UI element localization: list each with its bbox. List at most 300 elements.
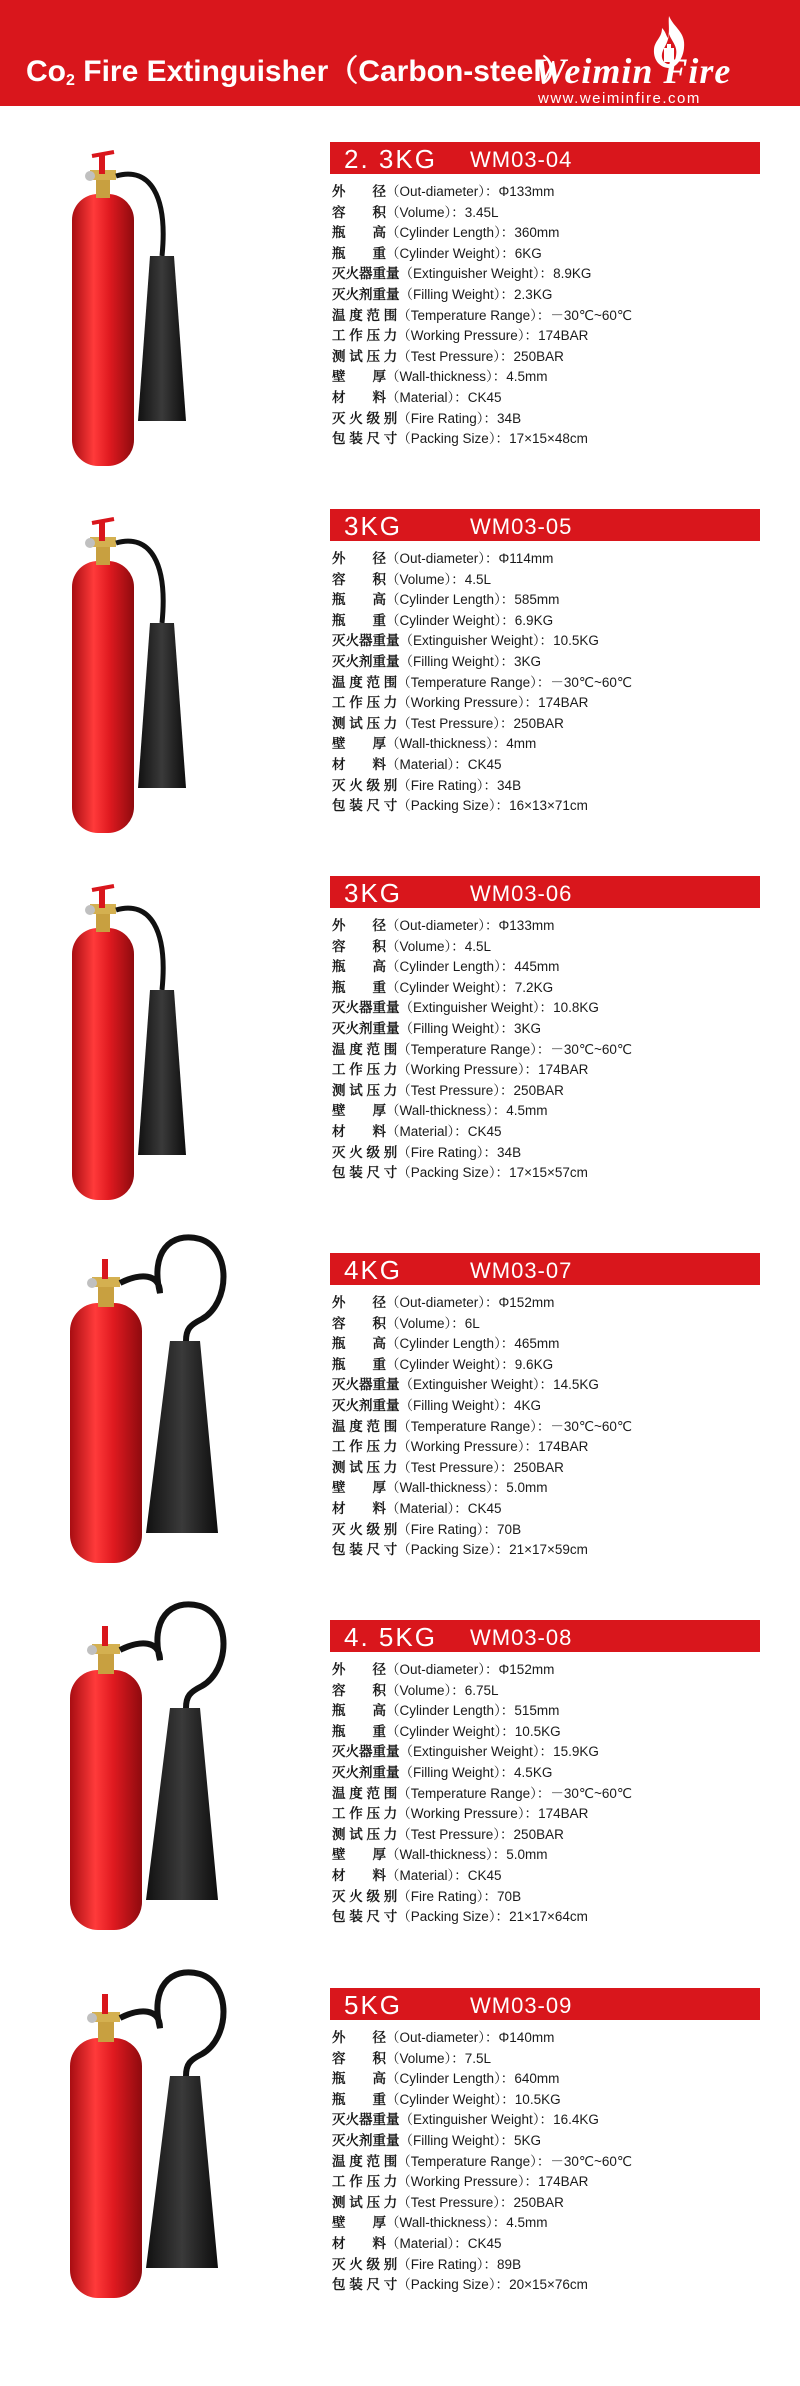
title-prefix: Co: [26, 55, 66, 88]
spec-label-cn: 灭 火 级 别: [332, 1521, 398, 1537]
spec-label-en: Volume: [399, 2050, 445, 2066]
spec-label-en: Temperature Range: [410, 1785, 531, 1801]
spec-value: 2.3KG: [514, 286, 553, 302]
spec-row: 材 料（Material）：CK45: [332, 756, 502, 772]
spec-value: 515mm: [514, 1703, 560, 1719]
extinguisher-image: [50, 870, 250, 1250]
spec-label-cn: 壁 厚: [332, 1480, 386, 1496]
spec-value: 16×13×71cm: [509, 798, 588, 814]
spec-label-cn: 外 径: [332, 1662, 386, 1677]
spec-row: 容 积（Volume）：6.75L: [332, 1682, 499, 1698]
spec-label-cn: 温 度 范 围: [332, 1418, 398, 1434]
spec-label-cn: 壁 厚: [332, 736, 386, 752]
spec-label-cn: 包 装 尺 寸: [332, 1542, 398, 1558]
spec-label-cn: 工 作 压 力: [332, 1439, 398, 1455]
spec-label-en: Packing Size: [410, 798, 489, 814]
extinguisher-image: [50, 503, 250, 883]
spec-label-cn: 壁 厚: [332, 2215, 386, 2231]
spec-label-en: Extinguisher Weight: [413, 633, 533, 649]
spec-value: 6.9KG: [514, 612, 554, 628]
spec-label-cn: 外 径: [332, 918, 386, 933]
spec-row: 灭 火 级 别（Fire Rating）：70B: [332, 1888, 522, 1904]
spec-value: CK45: [467, 1500, 502, 1516]
spec-label-en: Out-diameter: [399, 1662, 479, 1677]
spec-row: 测 试 压 力（Test Pressure）：250BAR: [332, 715, 564, 731]
spec-label-en: Test Pressure: [410, 1826, 494, 1842]
spec-value: 4.5KG: [514, 1764, 553, 1780]
spec-list: [332, 1660, 772, 1928]
spec-label-cn: 灭火剂重量: [332, 1397, 400, 1413]
spec-label-cn: 灭火器重量: [332, 633, 400, 649]
spec-label-en: Filling Weight: [413, 1764, 494, 1780]
spec-label-cn: 材 料: [332, 2235, 386, 2251]
spec-label-en: Material: [399, 1867, 448, 1883]
spec-value: 5KG: [514, 2132, 542, 2148]
spec-value: 21×17×59cm: [509, 1542, 588, 1558]
spec-label-en: Wall-thickness: [399, 1103, 487, 1119]
spec-label-en: Volume: [399, 938, 445, 954]
spec-row: 测 试 压 力（Test Pressure）：250BAR: [332, 2194, 564, 2210]
spec-label-cn: 工 作 压 力: [332, 2174, 398, 2190]
spec-value: 10.5KG: [553, 633, 599, 649]
spec-label-cn: 温 度 范 围: [332, 674, 398, 690]
spec-label-cn: 包 装 尺 寸: [332, 798, 398, 814]
spec-value: 250BAR: [513, 1826, 564, 1842]
spec-label-en: Packing Size: [410, 1909, 489, 1925]
spec-label-en: Working Pressure: [410, 2174, 518, 2190]
spec-value: 34B: [497, 410, 522, 426]
extinguisher-image: [50, 1968, 250, 2348]
spec-label-en: Fire Rating: [410, 410, 477, 426]
spec-label-en: Out-diameter: [399, 2030, 479, 2045]
spec-row: 温 度 范 围（Temperature Range）：－30℃~60℃: [332, 1041, 633, 1057]
spec-label-en: Packing Size: [410, 2277, 489, 2293]
spec-label-en: Fire Rating: [410, 2256, 477, 2272]
spec-value: 250BAR: [513, 348, 564, 364]
spec-label-en: Extinguisher Weight: [413, 266, 533, 282]
logo-wordmark: Weimin Fire: [534, 51, 732, 91]
spec-list: [332, 916, 772, 1184]
spec-label-en: Out-diameter: [399, 918, 479, 933]
product-weight-label: 3KG: [344, 878, 403, 908]
product-banner: [330, 1988, 760, 2020]
spec-label-cn: 外 径: [332, 184, 386, 199]
spec-label-en: Cylinder Length: [399, 959, 495, 975]
spec-value: 4.5mm: [506, 1103, 548, 1119]
spec-row: 壁 厚（Wall-thickness）：4.5mm: [332, 369, 548, 385]
spec-label-en: Temperature Range: [410, 674, 531, 690]
spec-label-en: Cylinder Length: [399, 1703, 495, 1719]
spec-row: 灭火剂重量（Filling Weight）：4KG: [332, 1397, 542, 1413]
spec-label-en: Fire Rating: [410, 1144, 477, 1160]
spec-label-cn: 材 料: [332, 1500, 386, 1516]
spec-value: 174BAR: [538, 1806, 589, 1822]
spec-row: 瓶 高（Cylinder Length）：465mm: [332, 1336, 560, 1352]
spec-row: 容 积（Volume）：7.5L: [332, 2050, 492, 2066]
spec-value: 174BAR: [538, 1062, 589, 1078]
spec-label-en: Volume: [399, 571, 445, 587]
spec-row: 包 装 尺 寸（Packing Size）：16×13×71cm: [332, 798, 588, 814]
spec-label-en: Out-diameter: [399, 1295, 479, 1310]
spec-value: 21×17×64cm: [509, 1909, 588, 1925]
brand-logo: [534, 12, 786, 107]
spec-label-cn: 工 作 压 力: [332, 1062, 398, 1078]
spec-value: 6.75L: [464, 1682, 499, 1698]
spec-label-en: Cylinder Length: [399, 225, 495, 241]
spec-label-en: Test Pressure: [410, 1082, 494, 1098]
spec-label-cn: 瓶 高: [332, 2071, 386, 2087]
spec-label-cn: 材 料: [332, 1123, 386, 1139]
spec-label-cn: 测 试 压 力: [332, 715, 398, 731]
spec-label-en: Wall-thickness: [399, 369, 487, 385]
spec-value: 465mm: [514, 1336, 560, 1352]
spec-label-cn: 包 装 尺 寸: [332, 2277, 398, 2293]
spec-row: 工 作 压 力（Working Pressure）：174BAR: [332, 695, 589, 711]
spec-label-en: Packing Size: [410, 431, 489, 447]
spec-row: 温 度 范 围（Temperature Range）：－30℃~60℃: [332, 1785, 633, 1801]
spec-label-cn: 容 积: [332, 571, 386, 587]
spec-row: 瓶 重（Cylinder Weight）：6KG: [332, 245, 542, 261]
product-banner: [330, 142, 760, 174]
spec-label-cn: 包 装 尺 寸: [332, 1909, 398, 1925]
spec-label-cn: 材 料: [332, 1867, 386, 1883]
spec-row: 容 积（Volume）：4.5L: [332, 571, 492, 587]
spec-label-cn: 测 试 压 力: [332, 348, 398, 364]
spec-value: 10.8KG: [553, 1000, 599, 1016]
spec-row: 温 度 范 围（Temperature Range）：－30℃~60℃: [332, 674, 633, 690]
spec-row: 瓶 高（Cylinder Length）：360mm: [332, 225, 560, 241]
spec-row: 测 试 压 力（Test Pressure）：250BAR: [332, 1826, 564, 1842]
spec-row: 外 径（Out-diameter）：Φ133mm: [332, 918, 555, 933]
spec-label-cn: 灭火剂重量: [332, 1020, 400, 1036]
spec-label-en: Filling Weight: [413, 1020, 494, 1036]
spec-value: 10.5KG: [514, 1723, 561, 1739]
spec-value: Φ140mm: [498, 2030, 555, 2045]
spec-row: 灭 火 级 别（Fire Rating）：34B: [332, 410, 522, 426]
spec-label-cn: 灭 火 级 别: [332, 777, 398, 793]
spec-label-en: Temperature Range: [410, 2153, 531, 2169]
spec-value: 5.0mm: [506, 1480, 548, 1496]
spec-value: 70B: [497, 1521, 522, 1537]
spec-label-cn: 灭火器重量: [332, 2112, 400, 2128]
product-model: WM03-07: [470, 1258, 573, 1283]
spec-value: 174BAR: [538, 1439, 589, 1455]
page-title: [26, 46, 572, 90]
spec-label-cn: 材 料: [332, 389, 386, 405]
product-banner: [330, 876, 760, 908]
spec-label-cn: 工 作 压 力: [332, 328, 398, 344]
spec-value: 4.5mm: [506, 2215, 548, 2231]
spec-row: 外 径（Out-diameter）：Φ152mm: [332, 1662, 555, 1677]
spec-value: 4.5mm: [506, 369, 548, 385]
spec-row: 瓶 高（Cylinder Length）：445mm: [332, 959, 560, 975]
spec-label-cn: 容 积: [332, 938, 386, 954]
spec-row: 容 积（Volume）：4.5L: [332, 938, 492, 954]
spec-value: CK45: [467, 756, 502, 772]
spec-label-cn: 测 试 压 力: [332, 2194, 398, 2210]
logo-url: www.weiminfire.com: [538, 90, 701, 107]
spec-label-en: Wall-thickness: [399, 736, 487, 752]
spec-label-en: Cylinder Weight: [399, 2091, 495, 2107]
spec-row: 瓶 重（Cylinder Weight）：10.5KG: [332, 2091, 561, 2107]
spec-row: 容 积（Volume）：3.45L: [332, 204, 499, 220]
spec-label-cn: 灭 火 级 别: [332, 2256, 398, 2272]
spec-row: 灭火剂重量（Filling Weight）：2.3KG: [332, 286, 553, 302]
spec-label-en: Extinguisher Weight: [413, 1000, 533, 1016]
spec-label-cn: 工 作 压 力: [332, 1806, 398, 1822]
spec-row: 外 径（Out-diameter）：Φ152mm: [332, 1295, 555, 1310]
product-model: WM03-05: [470, 514, 573, 539]
product-weight-label: 3KG: [344, 511, 403, 541]
spec-row: 灭 火 级 别（Fire Rating）：70B: [332, 1521, 522, 1537]
spec-row: 容 积（Volume）：6L: [332, 1315, 480, 1331]
spec-value: 250BAR: [513, 715, 564, 731]
spec-row: 瓶 重（Cylinder Weight）：6.9KG: [332, 612, 554, 628]
spec-row: 测 试 压 力（Test Pressure）：250BAR: [332, 1082, 564, 1098]
spec-label-cn: 外 径: [332, 2030, 386, 2045]
spec-label-en: Working Pressure: [410, 695, 518, 711]
spec-label-en: Working Pressure: [410, 1062, 518, 1078]
spec-label-cn: 灭火器重量: [332, 266, 400, 282]
spec-label-cn: 容 积: [332, 2050, 386, 2066]
product-weight-label: 4KG: [344, 1255, 403, 1285]
product-block: [0, 509, 800, 869]
spec-row: 灭 火 级 别（Fire Rating）：34B: [332, 777, 522, 793]
spec-list: [332, 549, 772, 817]
spec-label-en: Cylinder Weight: [399, 245, 495, 261]
spec-value: 10.5KG: [514, 2091, 561, 2107]
spec-label-en: Test Pressure: [410, 715, 494, 731]
spec-row: 灭火器重量（Extinguisher Weight）：10.8KG: [332, 1000, 599, 1016]
extinguisher-image: [50, 1600, 250, 1980]
spec-row: 温 度 范 围（Temperature Range）：－30℃~60℃: [332, 2153, 633, 2169]
spec-value: Φ133mm: [498, 918, 555, 933]
product-banner: [330, 509, 760, 541]
spec-value: 6KG: [514, 245, 542, 261]
spec-row: 灭火剂重量（Filling Weight）：5KG: [332, 2132, 542, 2148]
spec-value: －30℃~60℃: [550, 1041, 633, 1057]
spec-value: －30℃~60℃: [550, 1418, 633, 1434]
product-weight-label: 4. 5KG: [344, 1622, 437, 1652]
spec-label-en: Working Pressure: [410, 328, 518, 344]
product-model: WM03-06: [470, 881, 573, 906]
spec-label-en: Temperature Range: [410, 1418, 531, 1434]
spec-row: 外 径（Out-diameter）：Φ114mm: [332, 551, 554, 566]
spec-value: 34B: [497, 1144, 522, 1160]
spec-label-cn: 瓶 重: [332, 1356, 386, 1372]
product-model: WM03-09: [470, 1993, 573, 2018]
spec-value: 17×15×48cm: [509, 431, 588, 447]
spec-label-cn: 灭火器重量: [332, 1377, 400, 1393]
spec-label-cn: 工 作 压 力: [332, 695, 398, 711]
spec-row: 瓶 重（Cylinder Weight）：7.2KG: [332, 979, 554, 995]
product-model: WM03-08: [470, 1625, 573, 1650]
spec-label-en: Filling Weight: [413, 286, 494, 302]
spec-label-en: Filling Weight: [413, 1397, 494, 1413]
title-subscript: 2: [66, 72, 75, 89]
spec-value: 7.5L: [464, 2050, 492, 2066]
spec-label-cn: 瓶 重: [332, 1723, 386, 1739]
spec-label-en: Wall-thickness: [399, 1847, 487, 1863]
spec-value: 250BAR: [513, 1459, 564, 1475]
spec-value: 9.6KG: [514, 1356, 554, 1372]
spec-label-cn: 瓶 高: [332, 1703, 386, 1719]
spec-label-en: Packing Size: [410, 1165, 489, 1181]
spec-value: 174BAR: [538, 2174, 589, 2190]
spec-label-en: Filling Weight: [413, 2132, 494, 2148]
spec-value: 174BAR: [538, 328, 589, 344]
spec-value: 15.9KG: [553, 1744, 599, 1760]
spec-row: 灭火器重量（Extinguisher Weight）：16.4KG: [332, 2112, 599, 2128]
title-rest: Fire Extinguisher（Carbon-steel）: [74, 55, 572, 88]
spec-label-cn: 瓶 高: [332, 592, 386, 608]
spec-label-en: Fire Rating: [410, 1888, 477, 1904]
spec-value: －30℃~60℃: [550, 307, 633, 323]
spec-value: 360mm: [514, 225, 560, 241]
spec-row: 包 装 尺 寸（Packing Size）：20×15×76cm: [332, 2277, 588, 2293]
spec-label-en: Material: [399, 2235, 448, 2251]
spec-label-cn: 灭火剂重量: [332, 286, 400, 302]
spec-value: 17×15×57cm: [509, 1165, 588, 1181]
spec-value: －30℃~60℃: [550, 1785, 633, 1801]
spec-label-cn: 瓶 重: [332, 2091, 386, 2107]
spec-value: Φ114mm: [498, 551, 554, 566]
spec-label-en: Test Pressure: [410, 348, 494, 364]
spec-label-cn: 测 试 压 力: [332, 1826, 398, 1842]
spec-row: 材 料（Material）：CK45: [332, 1123, 502, 1139]
spec-label-en: Temperature Range: [410, 307, 531, 323]
spec-label-cn: 灭 火 级 别: [332, 410, 398, 426]
spec-label-en: Volume: [399, 1315, 445, 1331]
spec-row: 灭火器重量（Extinguisher Weight）：8.9KG: [332, 266, 592, 282]
spec-value: 4KG: [514, 1397, 542, 1413]
spec-list: [332, 2028, 772, 2296]
spec-label-en: Material: [399, 756, 448, 772]
spec-label-cn: 温 度 范 围: [332, 1785, 398, 1801]
spec-value: 4.5L: [464, 938, 492, 954]
product-weight-label: 2. 3KG: [344, 144, 437, 174]
product-banner: [330, 1253, 760, 1285]
spec-label-en: Cylinder Length: [399, 1336, 495, 1352]
spec-row: 瓶 高（Cylinder Length）：515mm: [332, 1703, 560, 1719]
spec-row: 壁 厚（Wall-thickness）：4.5mm: [332, 1103, 548, 1119]
spec-label-en: Working Pressure: [410, 1439, 518, 1455]
spec-label-cn: 温 度 范 围: [332, 307, 398, 323]
spec-label-cn: 灭 火 级 别: [332, 1888, 398, 1904]
spec-label-en: Extinguisher Weight: [413, 2112, 533, 2128]
spec-label-en: Cylinder Length: [399, 2071, 495, 2087]
spec-row: 材 料（Material）：CK45: [332, 1500, 502, 1516]
spec-row: 工 作 压 力（Working Pressure）：174BAR: [332, 328, 589, 344]
spec-label-cn: 容 积: [332, 1682, 386, 1698]
spec-row: 包 装 尺 寸（Packing Size）：17×15×48cm: [332, 431, 588, 447]
spec-row: 瓶 重（Cylinder Weight）：10.5KG: [332, 1723, 561, 1739]
spec-label-en: Cylinder Weight: [399, 1356, 495, 1372]
spec-row: 瓶 重（Cylinder Weight）：9.6KG: [332, 1356, 554, 1372]
spec-label-cn: 容 积: [332, 1315, 386, 1331]
spec-value: CK45: [467, 389, 502, 405]
spec-label-cn: 灭火器重量: [332, 1744, 400, 1760]
spec-value: CK45: [467, 1123, 502, 1139]
spec-label-en: Volume: [399, 204, 445, 220]
spec-label-en: Out-diameter: [399, 184, 479, 199]
spec-value: 5.0mm: [506, 1847, 548, 1863]
spec-value: 585mm: [514, 592, 560, 608]
spec-value: 4.5L: [464, 571, 492, 587]
spec-value: 7.2KG: [514, 979, 554, 995]
spec-label-cn: 瓶 重: [332, 612, 386, 628]
spec-label-cn: 灭 火 级 别: [332, 1144, 398, 1160]
spec-label-en: Cylinder Weight: [399, 612, 495, 628]
spec-value: 20×15×76cm: [509, 2277, 588, 2293]
spec-value: CK45: [467, 1867, 502, 1883]
spec-row: 测 试 压 力（Test Pressure）：250BAR: [332, 348, 564, 364]
spec-value: 250BAR: [513, 1082, 564, 1098]
spec-row: 壁 厚（Wall-thickness）：5.0mm: [332, 1480, 548, 1496]
spec-row: 灭 火 级 别（Fire Rating）：34B: [332, 1144, 522, 1160]
spec-value: 70B: [497, 1888, 522, 1904]
spec-value: 640mm: [514, 2071, 560, 2087]
spec-label-cn: 容 积: [332, 204, 386, 220]
spec-list: [332, 1293, 772, 1561]
spec-label-en: Material: [399, 1123, 448, 1139]
spec-label-en: Wall-thickness: [399, 2215, 487, 2231]
spec-value: Φ152mm: [498, 1295, 555, 1310]
product-weight-label: 5KG: [344, 1990, 403, 2020]
spec-label-cn: 外 径: [332, 551, 386, 566]
spec-row: 瓶 高（Cylinder Length）：640mm: [332, 2071, 560, 2087]
spec-row: 包 装 尺 寸（Packing Size）：21×17×59cm: [332, 1542, 588, 1558]
spec-value: 174BAR: [538, 695, 589, 711]
spec-label-cn: 温 度 范 围: [332, 2153, 398, 2169]
spec-label-cn: 测 试 压 力: [332, 1082, 398, 1098]
spec-label-cn: 灭火剂重量: [332, 2132, 400, 2148]
spec-label-en: Temperature Range: [410, 1041, 531, 1057]
product-block: [0, 1253, 800, 1613]
spec-value: 8.9KG: [553, 266, 592, 282]
spec-row: 外 径（Out-diameter）：Φ140mm: [332, 2030, 555, 2045]
spec-label-en: Wall-thickness: [399, 1480, 487, 1496]
spec-row: 测 试 压 力（Test Pressure）：250BAR: [332, 1459, 564, 1475]
product-block: [0, 1988, 800, 2348]
spec-value: 3.45L: [464, 204, 499, 220]
spec-row: 材 料（Material）：CK45: [332, 2235, 502, 2251]
spec-value: 6L: [464, 1315, 480, 1331]
spec-label-cn: 瓶 高: [332, 959, 386, 975]
spec-label-cn: 灭火剂重量: [332, 653, 400, 669]
spec-label-cn: 壁 厚: [332, 369, 386, 385]
spec-label-en: Extinguisher Weight: [413, 1744, 533, 1760]
spec-row: 温 度 范 围（Temperature Range）：－30℃~60℃: [332, 307, 633, 323]
spec-row: 灭火剂重量（Filling Weight）：4.5KG: [332, 1764, 553, 1780]
spec-row: 灭火器重量（Extinguisher Weight）：14.5KG: [332, 1377, 599, 1393]
spec-label-en: Cylinder Length: [399, 592, 495, 608]
product-block: [0, 876, 800, 1236]
spec-row: 工 作 压 力（Working Pressure）：174BAR: [332, 1806, 589, 1822]
spec-row: 灭火剂重量（Filling Weight）：3KG: [332, 653, 542, 669]
spec-value: －30℃~60℃: [550, 2153, 633, 2169]
spec-row: 材 料（Material）：CK45: [332, 1867, 502, 1883]
spec-row: 灭火器重量（Extinguisher Weight）：10.5KG: [332, 633, 599, 649]
spec-label-cn: 壁 厚: [332, 1847, 386, 1863]
spec-row: 工 作 压 力（Working Pressure）：174BAR: [332, 1439, 589, 1455]
extinguisher-image: [50, 1233, 250, 1613]
spec-label-en: Cylinder Weight: [399, 1723, 495, 1739]
spec-label-cn: 瓶 高: [332, 225, 386, 241]
spec-value: Φ152mm: [498, 1662, 555, 1677]
spec-label-cn: 温 度 范 围: [332, 1041, 398, 1057]
product-block: [0, 142, 800, 502]
